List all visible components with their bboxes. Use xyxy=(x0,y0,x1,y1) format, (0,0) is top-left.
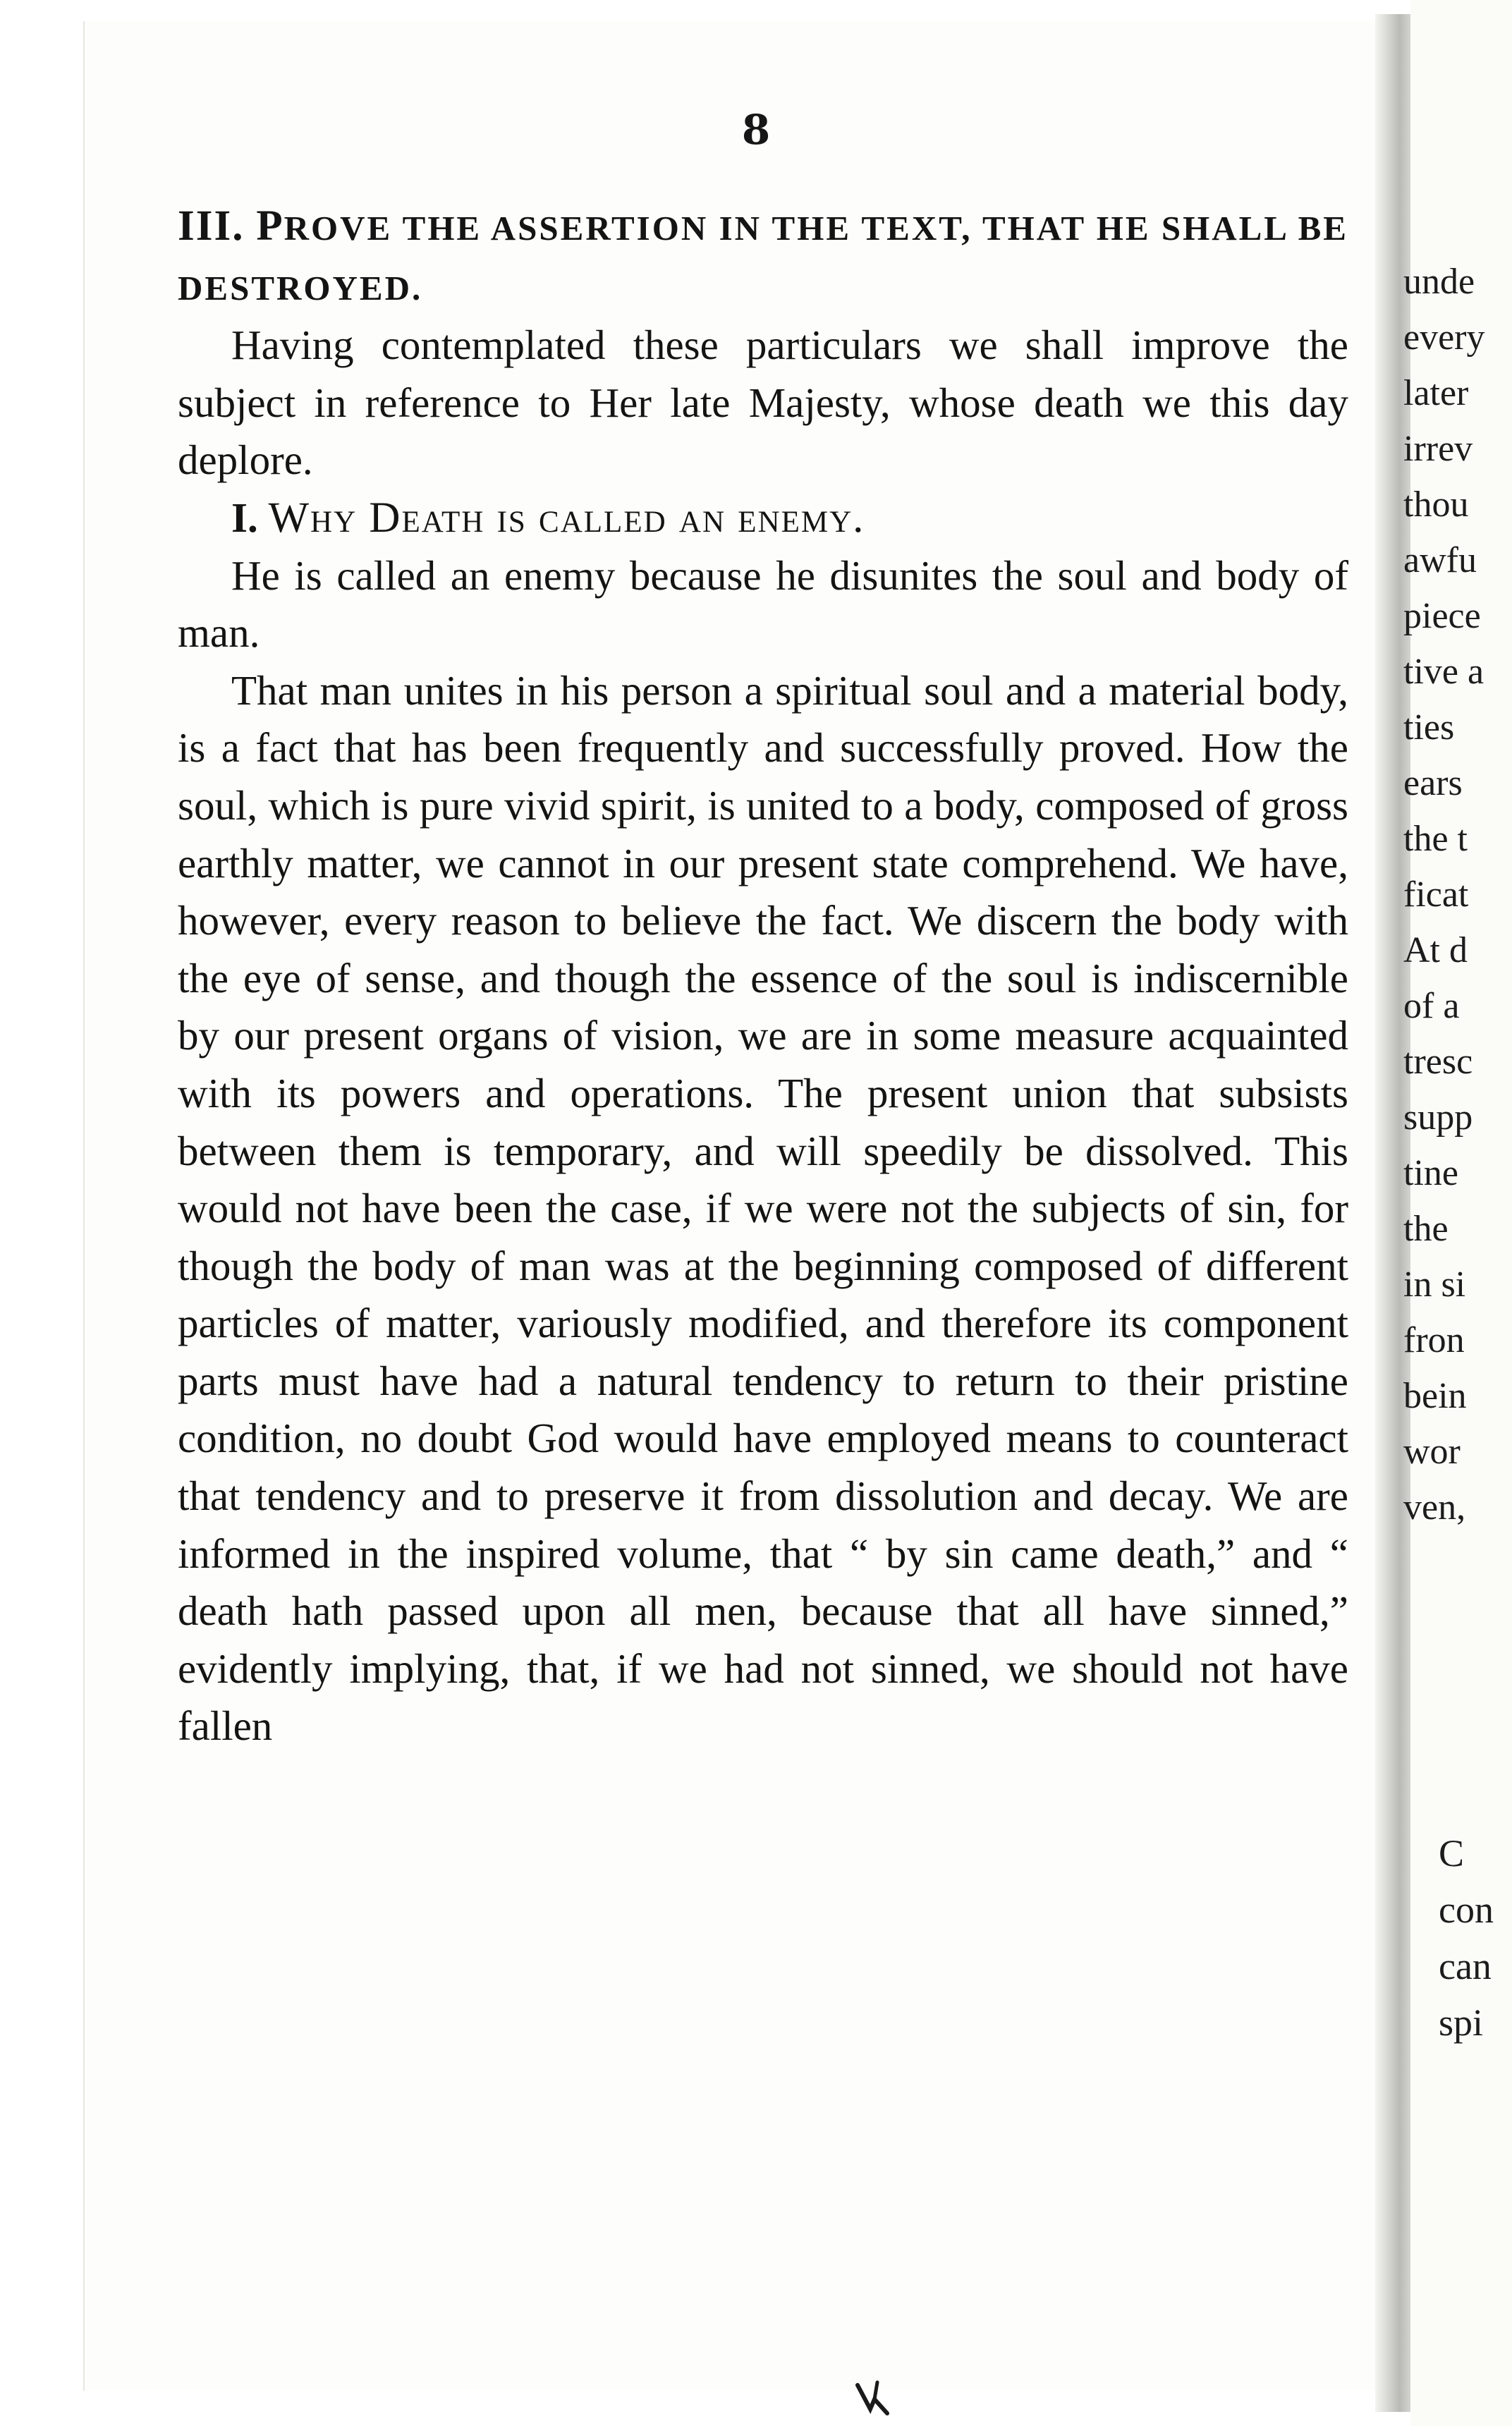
next-page-line: tresc xyxy=(1403,1042,1473,1082)
next-page-bottom-line: con xyxy=(1439,1889,1494,1931)
next-page-line: thou xyxy=(1403,484,1469,525)
next-page-line: ven, xyxy=(1403,1487,1466,1528)
next-page-fragments xyxy=(1403,254,1512,1535)
next-page-line: in si xyxy=(1403,1264,1466,1305)
page-body-text xyxy=(178,197,1348,1755)
heading-three-roman: III. xyxy=(178,202,245,250)
next-page-line: piece xyxy=(1403,596,1481,636)
section-heading-one xyxy=(178,489,1348,547)
next-page-line: the xyxy=(1403,1209,1449,1249)
section-heading-three xyxy=(178,197,1348,317)
next-page-line: At d xyxy=(1403,930,1468,970)
next-page-bottom-line: can xyxy=(1439,1945,1492,1987)
next-page-line: tine xyxy=(1403,1153,1458,1193)
paragraph-enemy: He is called an enemy because he disunites the soul and body of man. xyxy=(178,551,1348,657)
page-number: 8 xyxy=(741,106,771,154)
heading-three-text: ROVE THE ASSERTION IN THE TEXT, THAT HE SHALL BE DESTROYED. xyxy=(178,209,1348,307)
next-page-line: tive a xyxy=(1403,652,1484,692)
paragraph-main: That man unites in his person a spiritual soul and a material body, is a fact that has been frequently and successfully proved. How the soul, which is pure vivid spirit, is united to a body, composed of gross earthly matter, we cannot in our present state comprehend. We have, however, every reason to believe the fact. We discern the body with the eye of sense, and though the essence of the soul is indiscernible by our present organs of vision, we are in some measure acquainted with its powers and operations. The present union that subsists between them is temporary, and will speedily be dissolved. This would not have been the case, if we were not the subjects of sin, for though the body of man was at the beginning composed of different particles of matter, variously modified, and therefore its component parts must have had a natural tendency to return to their pristine condition, no doubt God would have employed means to counteract that tendency and to preserve it from dissolution and decay. We are informed in the inspired volume, that “ by sin came death,” and “ death hath passed upon all men, because that all have sinned,” evidently implying, that, if we had not sinned, we should not have fallen xyxy=(178,666,1348,1750)
heading-three-first-letter: P xyxy=(256,202,284,250)
next-page-line: the t xyxy=(1403,819,1468,859)
paragraph-improve: Having contemplated these particulars we shall improve the subject in reference to Her late Majesty, whose death we this day deplore. xyxy=(178,322,1348,484)
heading-one-roman: I. xyxy=(231,494,258,541)
next-page-line: irrev xyxy=(1403,429,1473,469)
next-page-line: ears xyxy=(1403,763,1463,803)
next-page-line: of a xyxy=(1403,986,1460,1026)
next-page-line: later xyxy=(1403,373,1469,413)
next-page-line: unde xyxy=(1403,262,1475,302)
next-page-bottom-fragments xyxy=(1439,1825,1512,2051)
next-page-line: every xyxy=(1403,317,1485,358)
next-page-line: supp xyxy=(1403,1097,1473,1138)
next-page-bottom-line: C xyxy=(1439,1832,1465,1875)
next-page-line: bein xyxy=(1403,1376,1467,1416)
next-page-line: awfu xyxy=(1403,540,1477,580)
next-page-line: wor xyxy=(1403,1432,1461,1472)
next-page-line: fron xyxy=(1403,1320,1465,1360)
next-page-bottom-line: spi xyxy=(1439,2001,1484,2044)
next-page-line: ficat xyxy=(1403,874,1469,915)
heading-one-text: Why Death is called an enemy. xyxy=(268,494,865,542)
next-page-line: ties xyxy=(1403,707,1455,748)
binding-mark-icon xyxy=(853,2378,894,2418)
